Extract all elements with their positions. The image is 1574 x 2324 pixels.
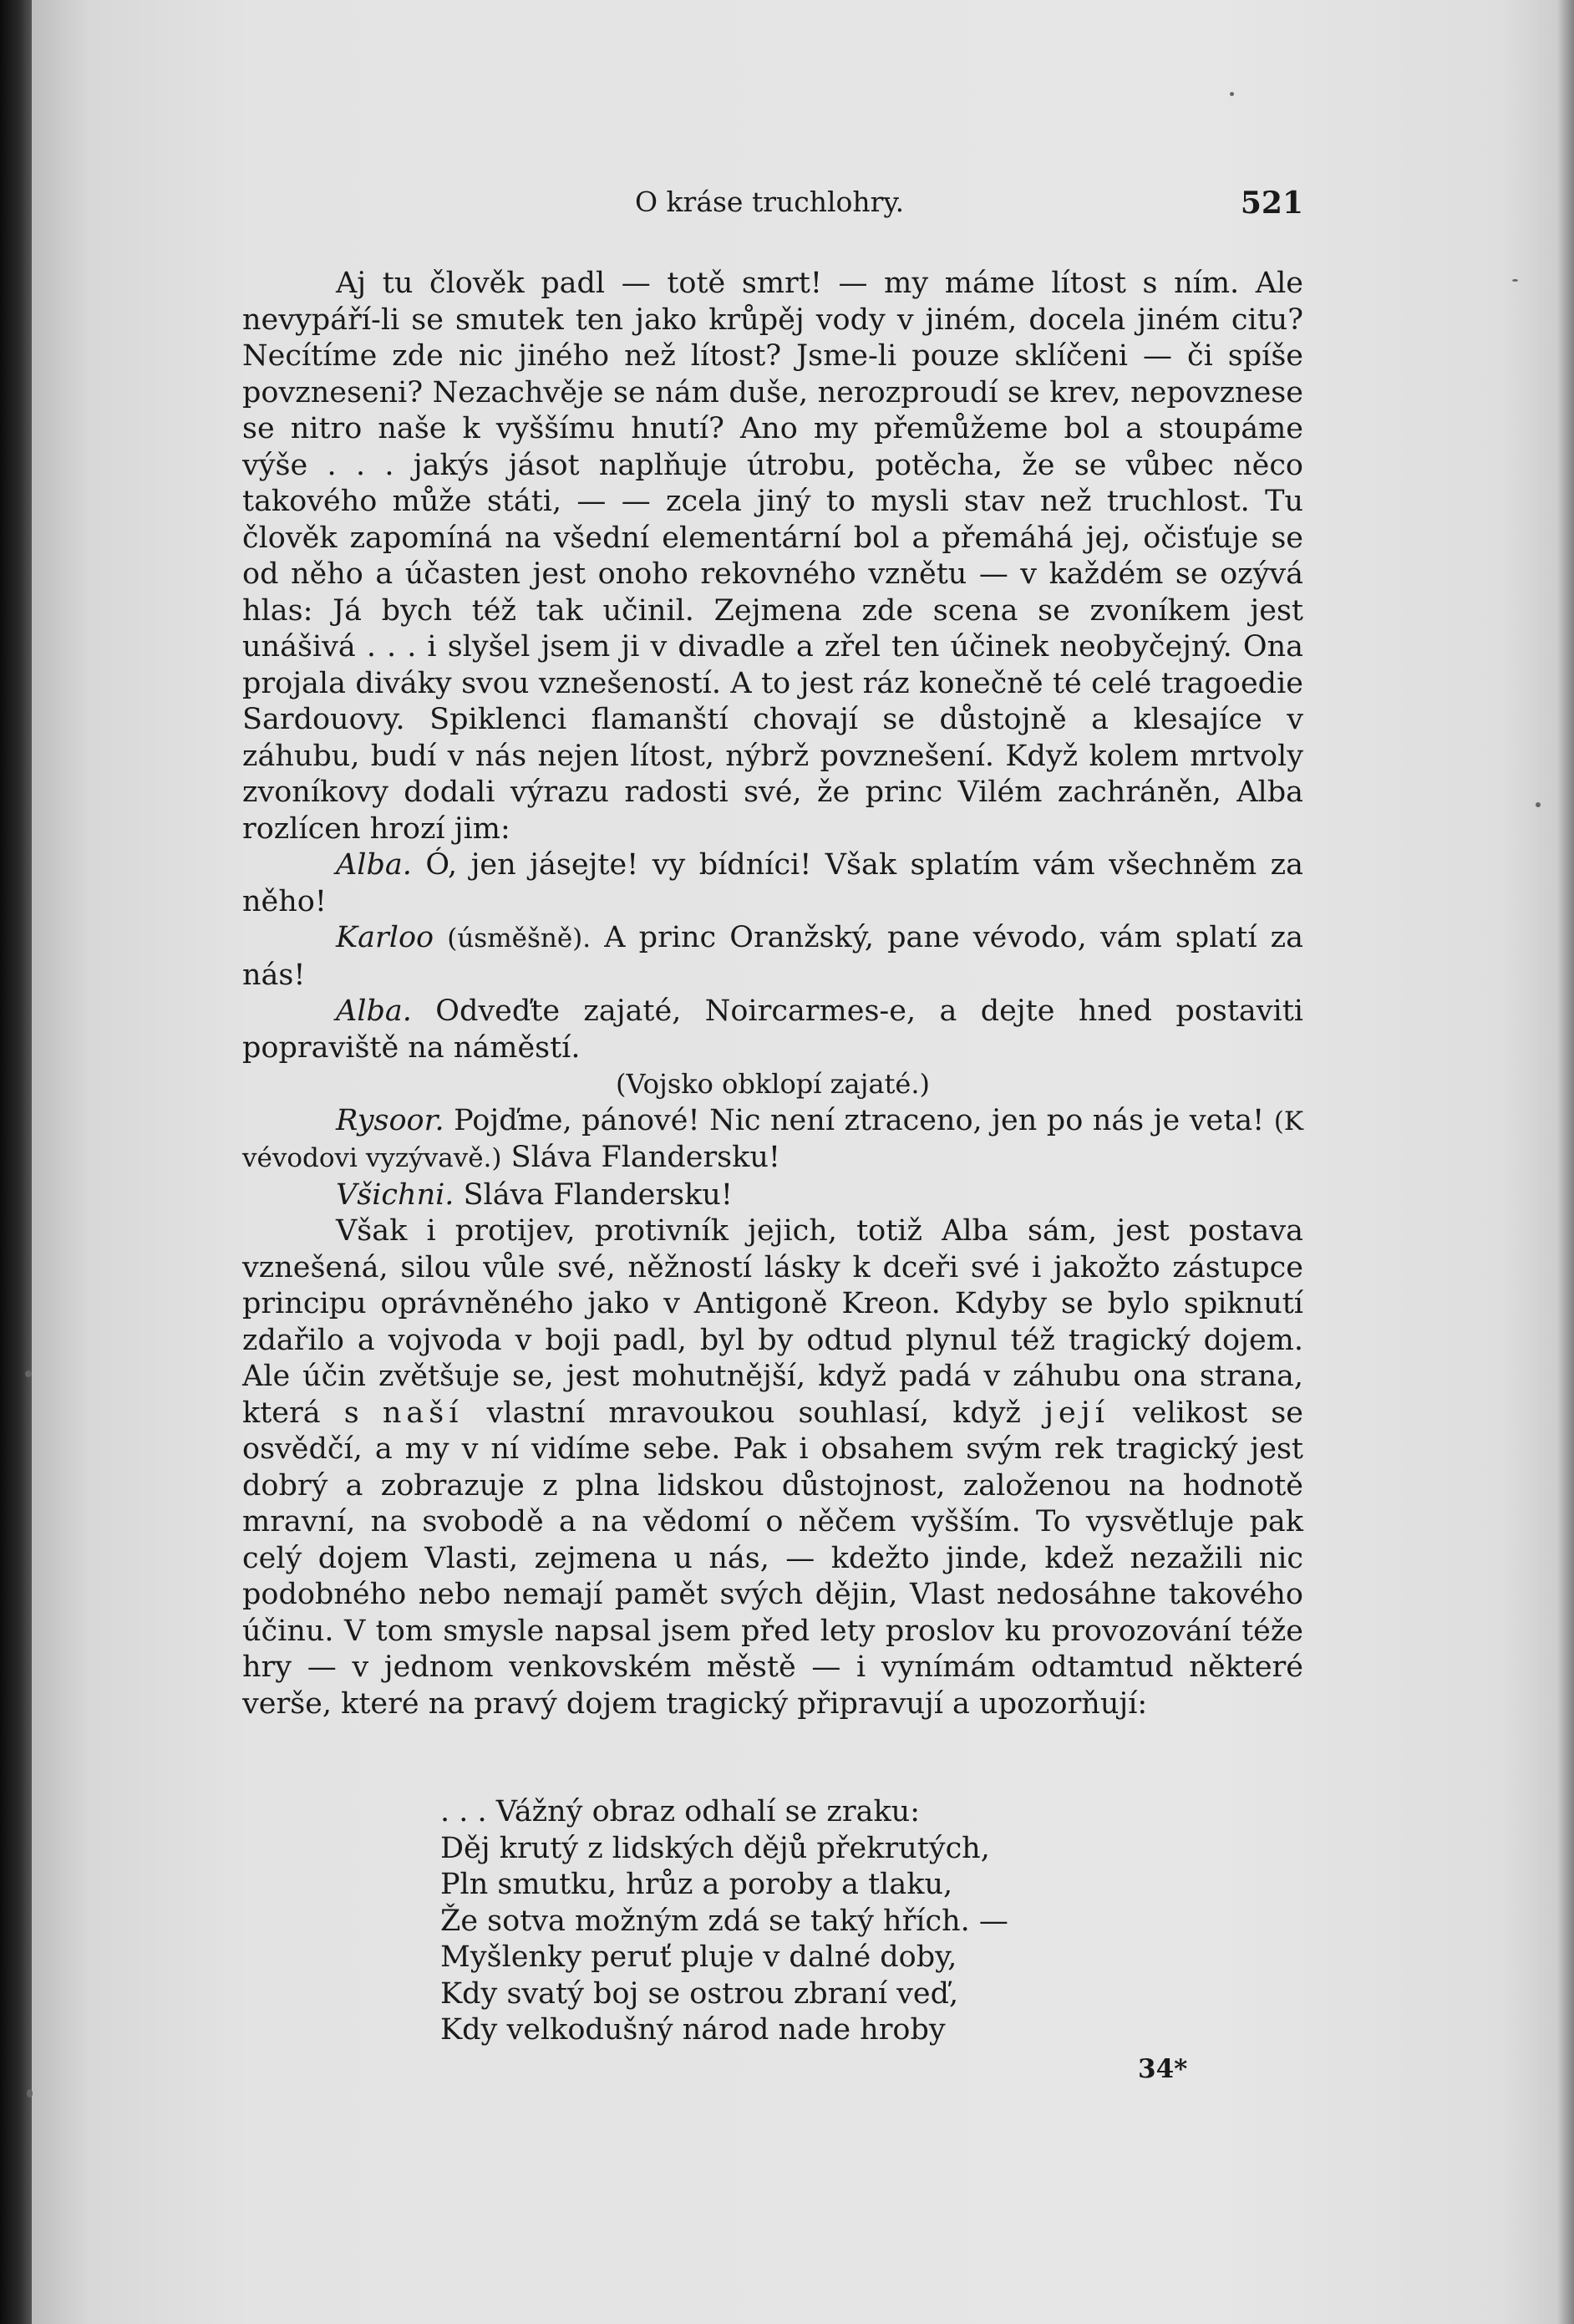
dialogue-text: A princ Oranžský, pane vévodo, vám splatí za nás! bbox=[242, 921, 1303, 992]
binding-edge bbox=[0, 0, 32, 2324]
dialogue-text: Ó, jen jásejte! vy bídníci! Však splatím vám všechněm za něho! bbox=[242, 848, 1303, 918]
dialogue-text: Odveďte zajaté, Noircarmes-e, a dejte hned postaviti popraviště na náměstí. bbox=[242, 994, 1303, 1065]
paper-speck bbox=[1512, 279, 1518, 282]
dialogue-line bbox=[242, 1103, 1303, 1177]
dialogue-line bbox=[242, 920, 1303, 994]
paragraph-text: vlastní mravoukou souhlasí, když bbox=[486, 1396, 1021, 1430]
dialogue-text: Sláva Flandersku! bbox=[463, 1177, 733, 1212]
dialogue-text: Pojďme, pánové! Nic není ztraceno, jen po nás je veta! bbox=[454, 1103, 1265, 1137]
poem-line: Kdy svatý boj se ostrou zbraní veď, bbox=[440, 1976, 959, 2011]
page-number: 521 bbox=[1240, 186, 1303, 221]
speaker-name: Alba. bbox=[336, 994, 412, 1028]
poem-line: . . . Vážný obraz odhalí se zraku: bbox=[440, 1795, 920, 1828]
speaker-name: Alba. bbox=[336, 848, 412, 882]
dialogue-text: Sláva Flandersku! bbox=[510, 1141, 780, 1174]
dialogue-line bbox=[242, 994, 1303, 1066]
speaker-name: Všichni. bbox=[336, 1177, 454, 1212]
paper-speck bbox=[27, 2089, 33, 2098]
speaker-name: Karloo bbox=[336, 921, 434, 954]
stage-note: (úsměšně). bbox=[447, 923, 592, 954]
poem-excerpt bbox=[440, 1794, 1008, 2049]
main-text bbox=[242, 266, 1303, 1722]
poem-line: Děj krutý z lidských dějů překrutých, bbox=[440, 1831, 990, 1865]
paragraph bbox=[242, 1213, 1303, 1722]
paragraph-text: velikost se osvědčí, a my v ní vidíme sebe. Pak i obsahem svým rek tragický jest dobrý a zobrazuje z plna lidskou důstojnost, založenou na hodnotě mravní, na svobodě a na vědomí o něčem vyšším. To vysvětluje pak celý dojem Vlasti, zejmena u nás, — kdežto jinde, kdež nezažili nic podobného nebo nemají pamět svých dějin, Vlast nedosáhne takového účinu. V tom smysle napsal jsem před lety proslov ku provozování téže hry — v jednom venkovském městě — i vynímám odtamtud některé verše, které na pravý dojem tragický připravují a upozorňují: bbox=[242, 1396, 1303, 1721]
dialogue-line bbox=[242, 847, 1303, 920]
poem-line: Myšlenky peruť pluje v dalné doby, bbox=[440, 1940, 957, 1974]
paper-speck bbox=[1230, 92, 1234, 96]
paragraph: Aj tu člověk padl — totě smrt! — my máme lítost s ním. Ale nevypáří-li se smutek ten jako krůpěj vody v jiném, docela jiném citu? Necítíme zde nic jiného než lítost? Jsme-li pouze sklíčeni — či spíše povzneseni? Nezachvěje se nám duše, nerozproudí se krev, nepovznese se nitro naše k vyššímu hnutí? Ano my přemůžeme bol a stoupáme výše . . . jakýs jásot naplňuje útrobu, potěcha, že se vůbec něco takového může státi, — — zcela jiný to mysli stav než truchlost. Tu člověk zapomíná na všední elementární bol a přemáhá jej, očisťuje se od něho a účasten jest onoho rekovného vznětu — v každém se ozývá hlas: Já bych též tak učinil. Zejmena zde scena se zvoníkem jest unášivá . . . i slyšel jsem ji v divadle a zřel ten účinek neobyčejný. Ona projala diváky svou vznešeností. A to jest ráz konečně té celé tragoedie Sardouovy. Spiklenci flamanští chovají se důstojně a klesajíce v záhubu, budí v nás nejen lítost, nýbrž povznešení. Když kolem mrtvoly zvoníkovy dodali výrazu radosti své, že princ Vilém zachráněn, Alba rozlícen hrozí jim: bbox=[242, 267, 1303, 846]
poem-line: Že sotva možným zdá se taký hřích. — bbox=[440, 1904, 1008, 1938]
dialogue-line bbox=[242, 1177, 1303, 1214]
poem-line: Kdy velkodušný národ nade hroby bbox=[440, 2013, 946, 2047]
page-header bbox=[242, 186, 1303, 227]
signature-mark: 34* bbox=[1138, 2054, 1188, 2084]
stage-note: (K vévodovi vyzývavě.) bbox=[242, 1106, 1303, 1173]
page-edge-shadow bbox=[1557, 0, 1574, 2324]
paper-speck bbox=[25, 1370, 32, 1377]
stage-direction: (Vojsko obklopí zajaté.) bbox=[615, 1068, 930, 1100]
poem-line: Pln smutku, hrůz a poroby a tlaku, bbox=[440, 1868, 953, 1901]
emphasized-word: její bbox=[1044, 1396, 1109, 1430]
paragraph-text: Však i protijev, protivník jejich, totiž Alba sám, jest postava vznešená, silou vůle své, něžností lásky k dceři své i jakožto zástupce principu oprávněného jako v Antigoně Kreon. Kdyby se bylo spiknutí zdařilo a vojvoda v boji padl, byl by odtud plynul též tragický dojem. Ale účin zvětšuje se, jest mohutnější, když padá v záhubu ona strana, která s bbox=[242, 1214, 1303, 1430]
running-title: O kráse truchlohry. bbox=[635, 186, 905, 218]
speaker-name: Rysoor. bbox=[336, 1103, 444, 1137]
emphasized-word: naší bbox=[382, 1396, 464, 1430]
paper-speck bbox=[1536, 802, 1541, 807]
